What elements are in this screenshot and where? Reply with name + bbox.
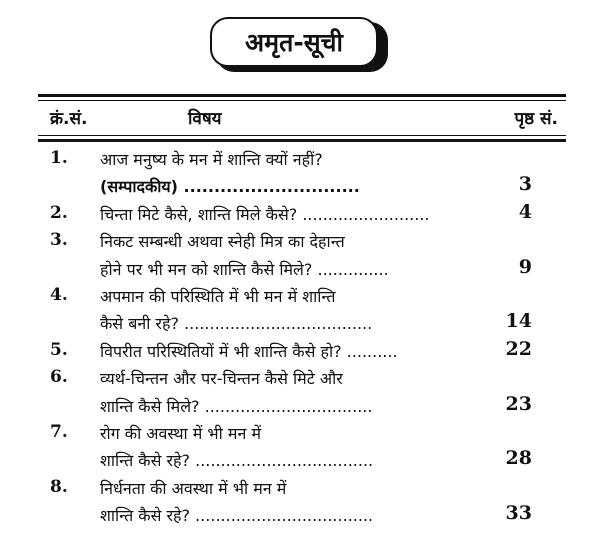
toc-entry-text: चिन्ता मिटे कैसे, शान्ति मिले कैसे? ......................... xyxy=(100,204,430,224)
toc-entry-text: कैसे बनी रहे? ..................................... xyxy=(100,314,373,334)
header-top-rule-thin xyxy=(38,100,566,101)
toc-line xyxy=(0,447,600,475)
toc-entry-text: होने पर भी मन को शान्ति कैसे मिले? .............. xyxy=(100,259,389,279)
page-column-header: पृष्ठ सं. xyxy=(514,109,558,129)
toc-entry-text: निकट सम्बन्धी अथवा स्नेही मित्र का देहान्त xyxy=(100,232,345,252)
toc-line xyxy=(0,393,600,421)
toc-entry-text: अपमान की परिस्थिति में भी मन में शान्ति xyxy=(100,287,336,306)
toc-line xyxy=(0,173,600,201)
toc-line xyxy=(0,365,600,393)
toc-line xyxy=(0,201,600,229)
toc-entry-page: 22 xyxy=(505,337,532,360)
toc-entry-number: 7. xyxy=(50,422,68,442)
toc-line xyxy=(0,228,600,256)
header-top-rule-thick xyxy=(38,94,566,97)
toc-entry-text: शान्ति कैसे रहे? ................................... xyxy=(100,451,374,471)
subject-column-header: विषय xyxy=(188,109,222,129)
toc-entry-page: 9 xyxy=(518,255,532,278)
toc-entry-text: शान्ति कैसे मिले? ................................. xyxy=(100,396,373,416)
toc-line xyxy=(0,283,600,311)
toc-entry-number: 2. xyxy=(50,202,68,223)
toc-line xyxy=(0,256,600,284)
toc-line xyxy=(0,338,600,366)
toc-entry-page: 23 xyxy=(505,392,532,415)
title-box xyxy=(210,17,378,67)
header-bottom-rule-thin xyxy=(38,135,566,136)
toc-line xyxy=(0,502,600,530)
toc-entry-page: 14 xyxy=(505,310,532,333)
toc-entry-text: आज मनुष्य के मन में शान्ति क्यों नहीं? xyxy=(100,150,323,169)
toc-entry-number: 3. xyxy=(50,230,68,251)
toc-entry-page: 33 xyxy=(505,502,532,525)
toc-line xyxy=(0,146,600,174)
toc-entry-text: निर्धनता की अवस्था में भी मन में xyxy=(100,478,287,498)
toc-entry-text: (सम्पादकीय) ............................. xyxy=(100,177,360,197)
toc-entry-number: 1. xyxy=(50,148,68,168)
toc-entry-number: 6. xyxy=(50,367,68,388)
toc-entry-page: 3 xyxy=(518,173,532,196)
toc-line xyxy=(0,310,600,338)
table-header xyxy=(38,106,566,130)
toc-line xyxy=(0,420,600,448)
page-title: अमृत-सूची xyxy=(245,28,343,57)
toc-entry-text: शान्ति कैसे रहे? ................................... xyxy=(100,506,374,526)
toc-entry-text: व्यर्थ-चिन्तन और पर-चिन्तन कैसे मिटे और xyxy=(100,369,343,389)
toc-line xyxy=(0,475,600,503)
title-banner xyxy=(0,16,600,80)
serial-column-header: क्रं.सं. xyxy=(50,109,88,129)
toc-entry-text: रोग की अवस्था में भी मन में xyxy=(100,424,262,443)
toc-entry-page: 4 xyxy=(518,200,532,223)
toc-entry-number: 5. xyxy=(50,339,68,360)
header-bottom-rule-thick xyxy=(38,139,566,142)
toc-entry-page: 28 xyxy=(505,447,532,470)
toc-entry-text: विपरीत परिस्थितियों में भी शान्ति कैसे हो? .......... xyxy=(100,341,398,361)
toc-entry-number: 8. xyxy=(50,476,68,497)
toc-entry-number: 4. xyxy=(50,285,68,305)
